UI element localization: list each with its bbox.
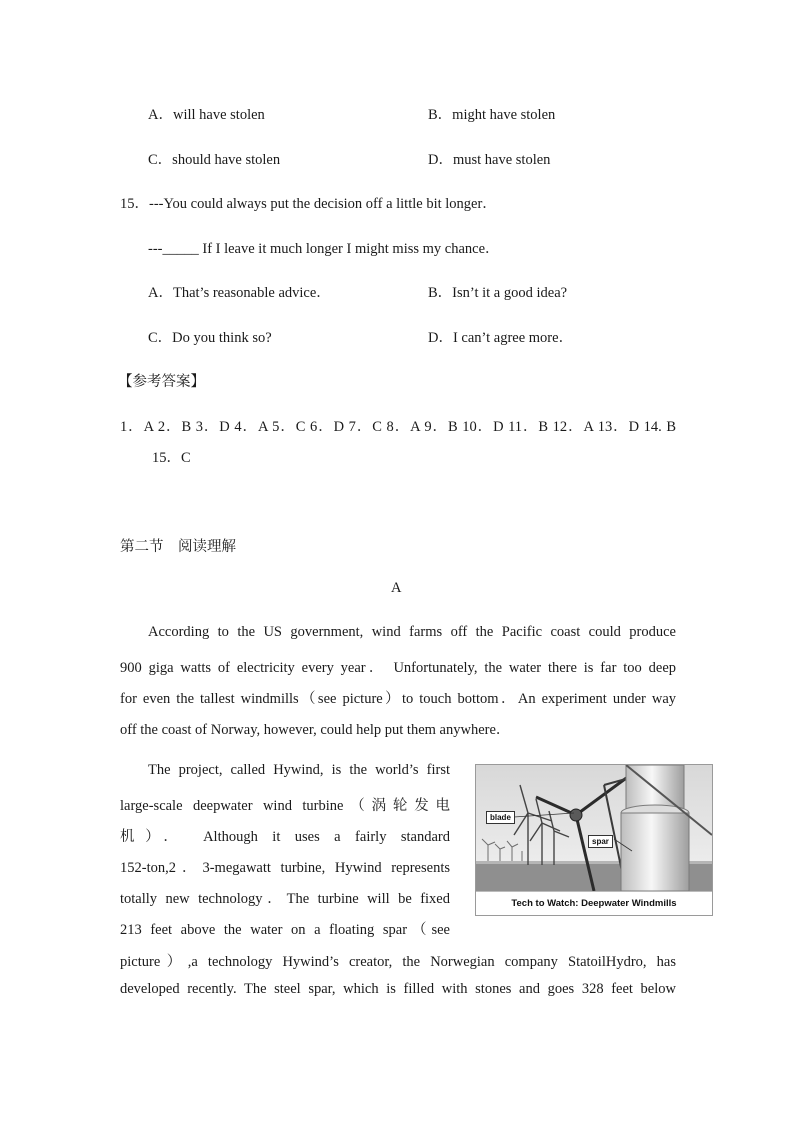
q14-option-b: B．might have stolen xyxy=(428,107,556,123)
passage-p2-line-7: picture）,a technology Hywind’s creator, the Norwegian company StatoilHydro, has xyxy=(120,954,676,970)
q15-question: 15．---You could always put the decision off a little bit longer． xyxy=(120,196,497,212)
q15-option-b: B．Isn’t it a good idea? xyxy=(428,285,568,301)
passage-p2-line-8: developed recently. The steel spar, which is filled with stones and goes 328 feet below xyxy=(120,981,676,997)
q15-option-c: C．Do you think so? xyxy=(148,330,272,346)
answer-key-line-2: 15．C xyxy=(152,450,191,466)
passage-letter: A xyxy=(391,580,402,596)
passage-p1-line-4: off the coast of Norway, however, could help put them anywhere． xyxy=(120,722,511,738)
passage-p2-line-5: totally new technology．The turbine will be fixed xyxy=(120,891,450,907)
windmill-figure xyxy=(475,764,713,916)
passage-p1-line-3: for even the tallest windmills（see picture）to touch bottom．An experiment under way xyxy=(120,691,676,707)
q14-option-a: A．will have stolen xyxy=(148,107,265,123)
passage-p1-line-1: According to the US government, wind farms off the Pacific coast could produce xyxy=(148,624,676,640)
passage-p2-line-1: The project, called Hywind, is the world’s first xyxy=(148,762,450,778)
q14-option-c: C．should have stolen xyxy=(148,152,281,168)
answer-key-header: 【参考答案】 xyxy=(118,374,205,390)
passage-p2-line-6: 213 feet above the water on a floating spar（see xyxy=(120,922,450,938)
blade-label: blade xyxy=(486,811,515,824)
windmill-illustration xyxy=(476,765,712,891)
spar-label: spar xyxy=(588,835,613,848)
passage-p1-line-2: 900 giga watts of electricity every year． Unfortunately, the water there is far too deep xyxy=(120,660,676,676)
figure-caption: Tech to Watch: Deepwater Windmills xyxy=(476,891,712,916)
section-title: 第二节 阅读理解 xyxy=(120,539,236,555)
passage-p2-line-4: 152-ton,2．3-megawatt turbine, Hywind represents xyxy=(120,860,450,876)
q15-option-d: D．I can’t agree more． xyxy=(428,330,574,346)
q14-option-d: D．must have stolen xyxy=(428,152,551,168)
passage-p2-line-2: large-scale deepwater wind turbine（涡轮发电 xyxy=(120,798,450,814)
q15-reply: ---_____ If I leave it much longer I might miss my chance． xyxy=(148,241,500,257)
q15-option-a: A．That’s reasonable advice． xyxy=(148,285,331,301)
passage-p2-line-3: 机）． Although it uses a fairly standard xyxy=(120,829,450,845)
answer-key-line-1: 1．A 2．B 3．D 4．A 5．C 6．D 7．C 8．A 9．B 10．D 11．B 12．A 13．D 14. B xyxy=(120,419,676,435)
